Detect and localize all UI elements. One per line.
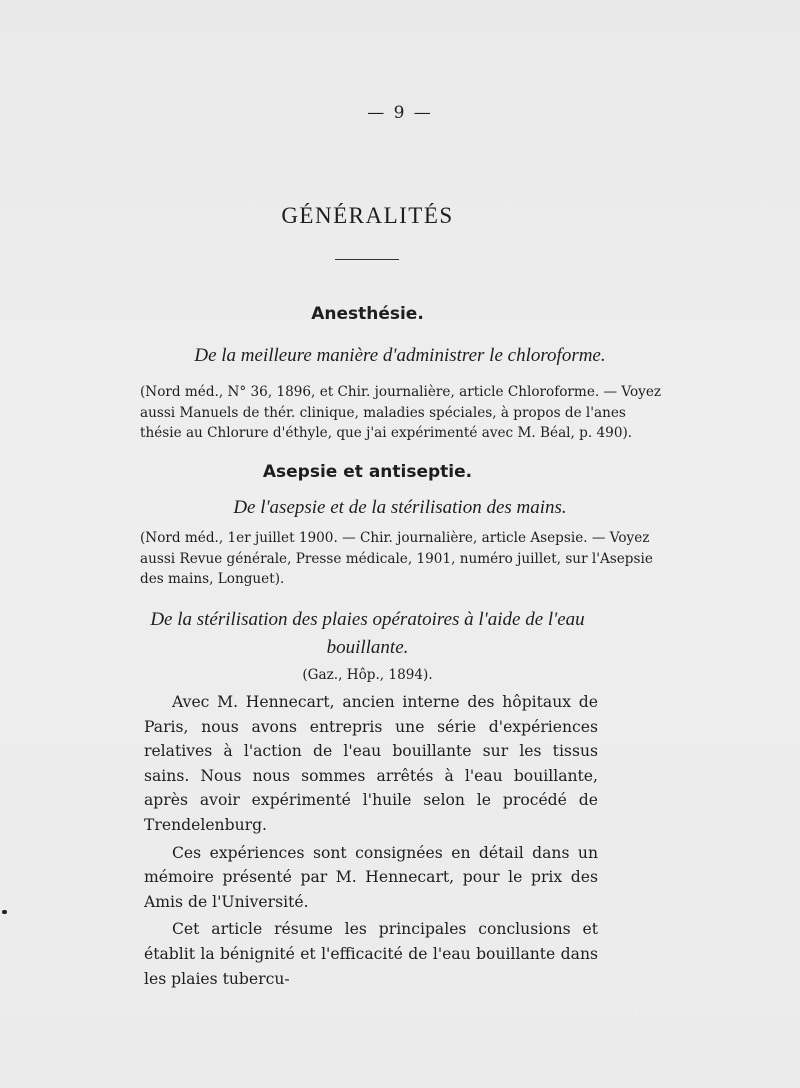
section-heading-asepsie: Asepsie et antiseptie. [262, 462, 473, 482]
margin-ink-mark [2, 910, 7, 914]
section-heading-anesthesie: Anesthésie. [311, 304, 424, 324]
reference-block-chloroforme [140, 382, 662, 444]
subheading-sterilisation-plaies-line1: De la stérilisation des plaies opératoires à l'aide de l'eau [150, 609, 585, 630]
body-text [144, 690, 598, 991]
reference-block-asepsie [140, 528, 653, 590]
reference-gaz-hop: (Gaz., Hôp., 1894). [302, 667, 433, 683]
paragraph: Cet article résume les principales conclusions et établit la bénignité et l'efficacité de l'eau bouillante dans les plaies tubercu- [144, 920, 598, 988]
paragraph: Avec M. Hennecart, ancien interne des hôpitaux de Paris, nous avons entrepris une série d'expériences relatives à l'action de l'eau bouillante sur les tissus sains. Nous nous sommes arrêtés à l'eau bouillante, après avoir expérimenté l'huile selon le procédé de Trendelenburg. [144, 693, 598, 834]
page-number: — 9 — [367, 103, 433, 123]
page-title: GÉNÉRALITÉS [281, 203, 454, 228]
subheading-sterilisation-mains: De l'asepsie et de la stérilisation des mains. [233, 497, 567, 518]
reference-line: (Nord méd., N° 36, 1896, et Chir. journalière, article Chloroforme. — Voyez [140, 384, 662, 400]
paragraph: Ces expériences sont consignées en détail dans un mémoire présenté par M. Hennecart, pour le prix des Amis de l'Université. [144, 843, 598, 911]
reference-line: (Nord méd., 1er juillet 1900. — Chir. journalière, article Asepsie. — Voyez [140, 530, 650, 546]
subheading-chloroforme: De la meilleure manière d'administrer le chloroforme. [194, 345, 606, 366]
title-divider [335, 259, 399, 260]
subheading-sterilisation-plaies-line2: bouillante. [326, 637, 409, 658]
reference-line: aussi Manuels de thér. clinique, maladies spéciales, à propos de l'anes [140, 404, 626, 421]
reference-line: aussi Revue générale, Presse médicale, 1901, numéro juillet, sur l'Asepsie [140, 550, 653, 567]
reference-line: des mains, Longuet). [140, 571, 285, 587]
reference-line: thésie au Chlorure d'éthyle, que j'ai expérimenté avec M. Béal, p. 490). [140, 425, 633, 441]
